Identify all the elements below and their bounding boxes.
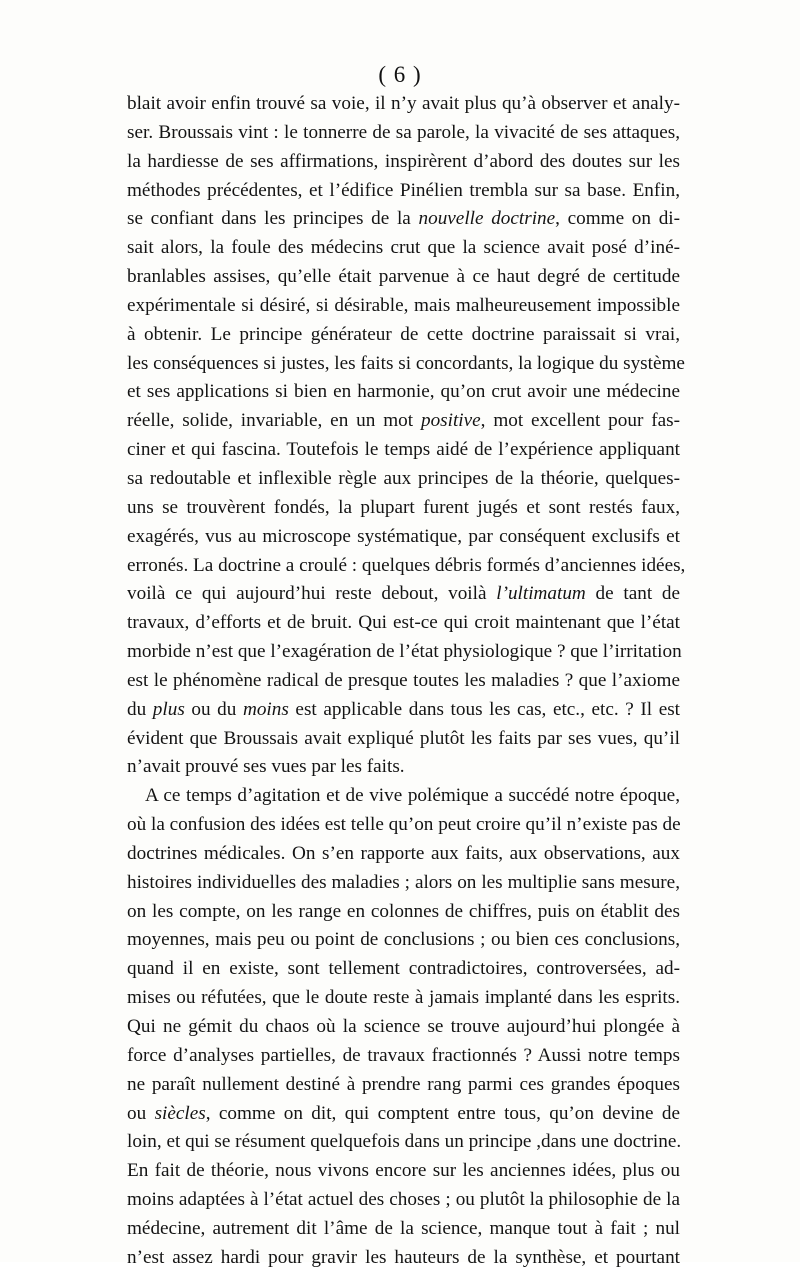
text-line: ser. Broussais vint : le tonnerre de sa parole, la vivacité de ses attaques, (127, 121, 680, 143)
text-line: la hardiesse de ses affirmations, inspirèrent d’abord des doutes sur les (127, 150, 680, 172)
text-line: Qui ne gémit du chaos où la science se trouve aujourd’hui plongée à (127, 1016, 680, 1037)
text-line: et ses applications si bien en harmonie, qu’on crut avoir une médecine (127, 381, 680, 403)
text-line: moyennes, mais peu ou point de conclusions ; ou bien ces conclusions, (127, 929, 680, 951)
text-segment: du (127, 698, 153, 720)
text-segment: ou (127, 1102, 155, 1124)
text-line: branlables assises, qu’elle était parvenue à ce haut degré de certitude (127, 266, 680, 288)
text-line: doctrines médicales. On s’en rapporte aux faits, aux observations, aux (127, 842, 680, 864)
italic-term: plus (152, 698, 185, 720)
text-line: les conséquences si justes, les faits si concordants, la logique du système (127, 352, 685, 374)
text-line: méthodes précédentes, et l’édifice Pinélien trembla sur sa base. Enfin, (127, 179, 680, 201)
text-segment: se confiant dans les principes de la (127, 208, 419, 230)
page-number: ( 6 ) (378, 62, 422, 87)
italic-term: moins (242, 698, 289, 720)
text-line: A ce temps d’agitation et de vive polémique a succédé notre époque, (145, 785, 680, 807)
text-segment: de tant de (585, 583, 680, 605)
text-line (127, 696, 680, 725)
text-line (127, 205, 680, 234)
text-segment: est applicable dans tous les cas, etc., etc. ? Il est (288, 698, 681, 720)
text-line (127, 407, 680, 436)
text-line: ne paraît nullement destiné à prendre rang parmi ces grandes époques (127, 1073, 680, 1095)
text-line: expérimentale si désiré, si désirable, mais malheureusement impossible (127, 294, 680, 316)
text-line: n’est assez hardi pour gravir les hauteurs de la synthèse, et pourtant (127, 1246, 680, 1268)
text-line: force d’analyses partielles, de travaux fractionnés ? Aussi notre temps (127, 1044, 680, 1066)
text-segment: réelle, solide, invariable, en un mot (127, 410, 421, 432)
text-line: sa redoutable et inflexible règle aux principes de la théorie, quelques- (127, 467, 680, 489)
italic-term: nouvelle doctrine (418, 208, 556, 230)
text-line: exagérés, vus au microscope systématique, par conséquent exclusifs et (127, 525, 680, 547)
text-line: sait alors, la foule des médecins crut que la science avait posé d’iné- (127, 237, 680, 259)
text-line: histoires individuelles des maladies ; alors on les multiplie sans mesure, (127, 871, 680, 893)
text-line: travaux, d’efforts et de bruit. Qui est-ce qui croit maintenant que l’état (127, 612, 680, 634)
text-line: moins adaptées à l’état actuel des choses ; ou plutôt la philosophie de la (127, 1189, 680, 1211)
text-line: ciner et qui fascina. Toutefois le temps aidé de l’expérience appliquant (127, 439, 680, 461)
text-line: on les compte, on les range en colonnes de chiffres, puis on établit des (127, 900, 680, 922)
text-line: morbide n’est que l’exagération de l’état physiologique ? que l’irritation (127, 641, 682, 663)
text-line: mises ou réfutées, que le doute reste à jamais implanté dans les esprits. (127, 987, 680, 1009)
text-line: erronés. La doctrine a croulé : quelques débris formés d’anciennes idées, (127, 554, 686, 576)
text-line: En fait de théorie, nous vivons encore sur les anciennes idées, plus ou (127, 1160, 680, 1182)
text-segment: , mot excellent pour fas- (480, 410, 681, 432)
text-line: à obtenir. Le principe générateur de cette doctrine paraissait si vrai, (127, 323, 680, 345)
text-line: blait avoir enfin trouvé sa voie, il n’y avait plus qu’à observer et analy- (127, 93, 680, 114)
italic-term: positive (420, 410, 481, 432)
text-line: loin, et qui se résument quelquefois dans un principe ,dans une doctrine. (127, 1131, 682, 1153)
text-line: quand il en existe, sont tellement contradictoires, controversées, ad- (127, 958, 680, 980)
text-line: où la confusion des idées est telle qu’on peut croire qu’il n’existe pas de (127, 814, 681, 836)
text-line (127, 580, 680, 609)
body-text (127, 90, 686, 1273)
text-segment: voilà ce qui aujourd’hui reste debout, voilà (127, 583, 497, 605)
text-line: évident que Broussais avait expliqué plutôt les faits par ses vues, qu’il (127, 727, 680, 749)
text-line: n’avait prouvé ses vues par les faits. (127, 756, 405, 778)
text-line: uns se trouvèrent fondés, la plupart furent jugés et sont restés faux, (127, 496, 680, 518)
text-segment: , comme on di- (555, 208, 681, 230)
text-segment: ou du (184, 698, 243, 720)
text-line: est le phénomène radical de presque toutes les maladies ? que l’axiome (127, 669, 680, 691)
text-line: médecine, autrement dit l’âme de la science, manque tout à fait ; nul (127, 1217, 680, 1239)
text-segment: , comme on dit, qui comptent entre tous, qu’on devine de (205, 1102, 680, 1124)
italic-term: l’ultimatum (496, 583, 586, 605)
text-line (127, 1100, 680, 1129)
italic-term: siècles (154, 1102, 206, 1124)
